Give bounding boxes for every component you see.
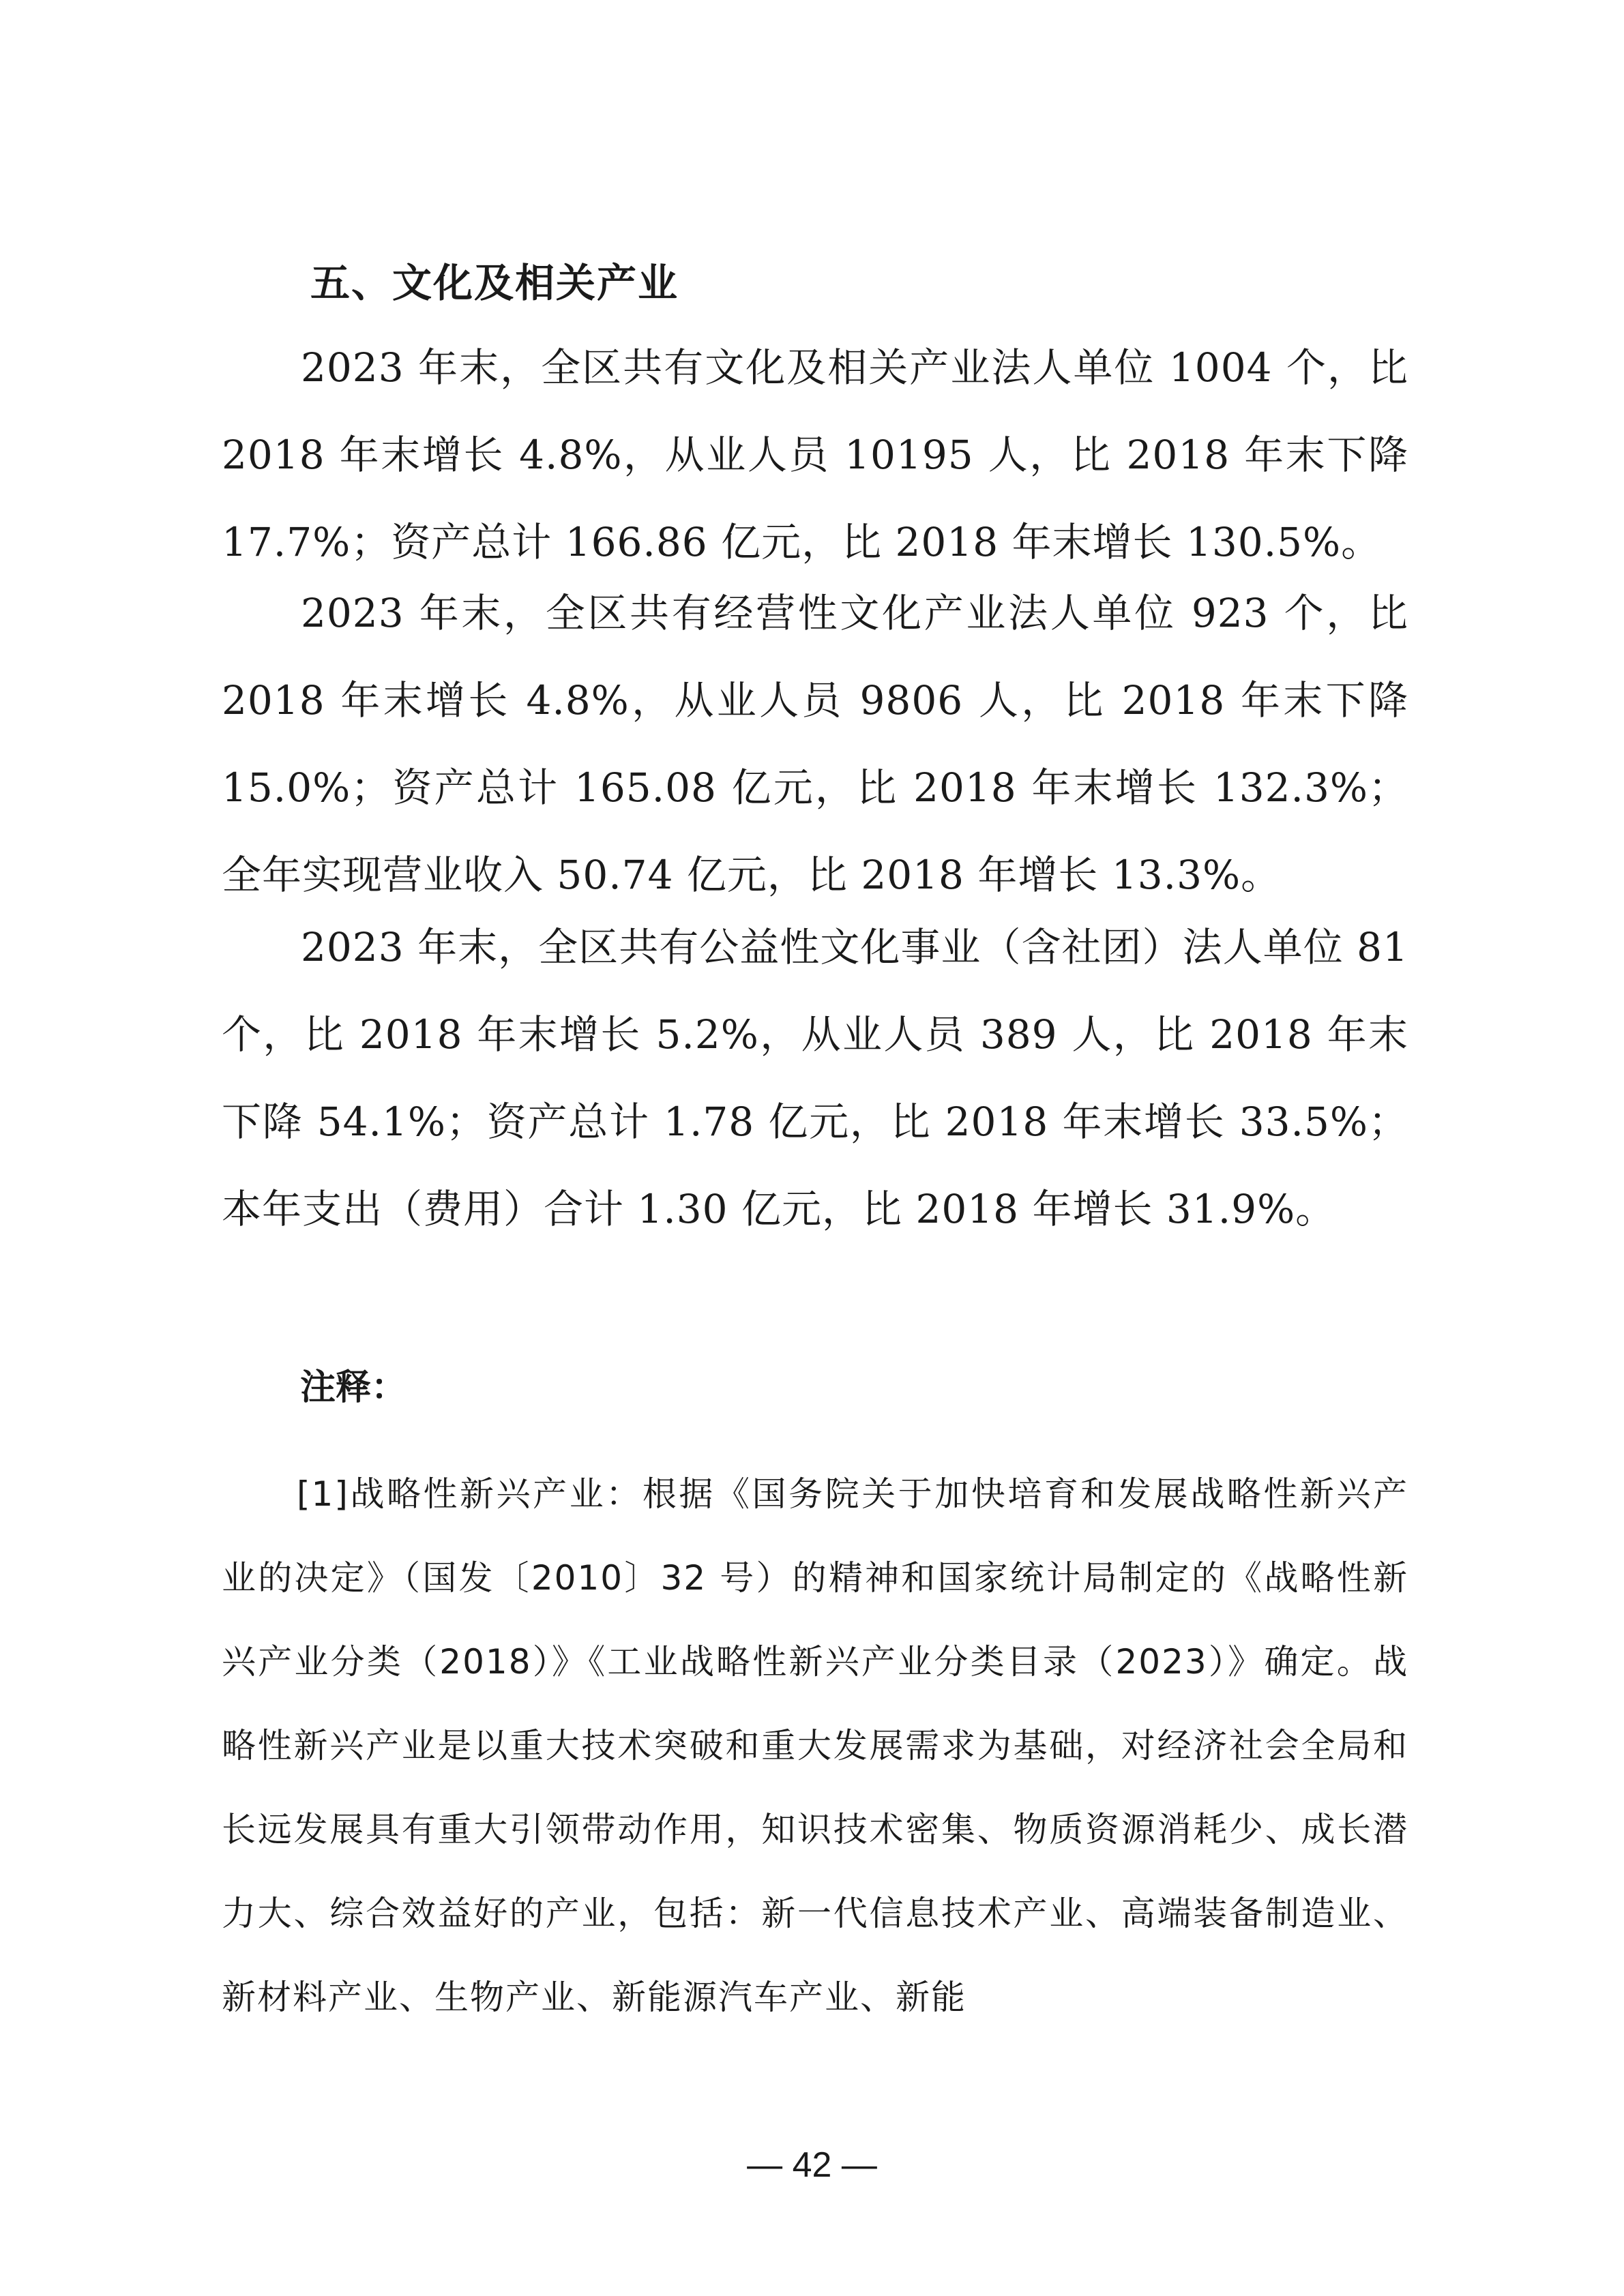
paragraph-public-culture: 2023 年末，全区共有公益性文化事业（含社团）法人单位 81 个，比 2018 年末增长 5.2%，从业人员 389 人，比 2018 年末下降 54.1%；资产总计 1.78 亿元，比 2018 年末增长 33.5%；本年支出（费用）合计 1.30 亿元，比 2018 年增长 31.9%。 bbox=[222, 924, 1408, 1232]
section-heading: 五、文化及相关产业 bbox=[310, 260, 679, 306]
note-item: [1]战略性新兴产业：根据《国务院关于加快培育和发展战略性新兴产业的决定》（国发〔2010〕32 号）的精神和国家统计局制定的《战略性新兴产业分类（2018）》《工业战略性新兴产业分类目录（2023）》确定。战略性新兴产业是以重大技术突破和重大发展需求为基础，对经济社会全局和长远发展具有重大引领带动作用，知识技术密集、物质资源消耗少、成长潜力大、综合效益好的产业，包括：新一代信息技术产业、高端装备制造业、新材料产业、生物产业、新能源汽车产业、新能 bbox=[222, 1474, 1408, 2017]
paragraph-culture-industry: 2023 年末，全区共有文化及相关产业法人单位 1004 个，比 2018 年末增长 4.8%，从业人员 10195 人，比 2018 年末下降 17.7%；资产总计 166.86 亿元，比 2018 年末增长 130.5%。 bbox=[222, 344, 1408, 565]
paragraph-commercial-culture: 2023 年末，全区共有经营性文化产业法人单位 923 个，比 2018 年末增长 4.8%，从业人员 9806 人，比 2018 年末下降 15.0%；资产总计 165.08 亿元，比 2018 年末增长 132.3%；全年实现营业收入 50.74 亿元，比 2018 年增长 13.3%。 bbox=[222, 590, 1408, 898]
notes-title: 注释： bbox=[300, 1367, 407, 1408]
page-number: — 42 — bbox=[747, 2145, 877, 2185]
